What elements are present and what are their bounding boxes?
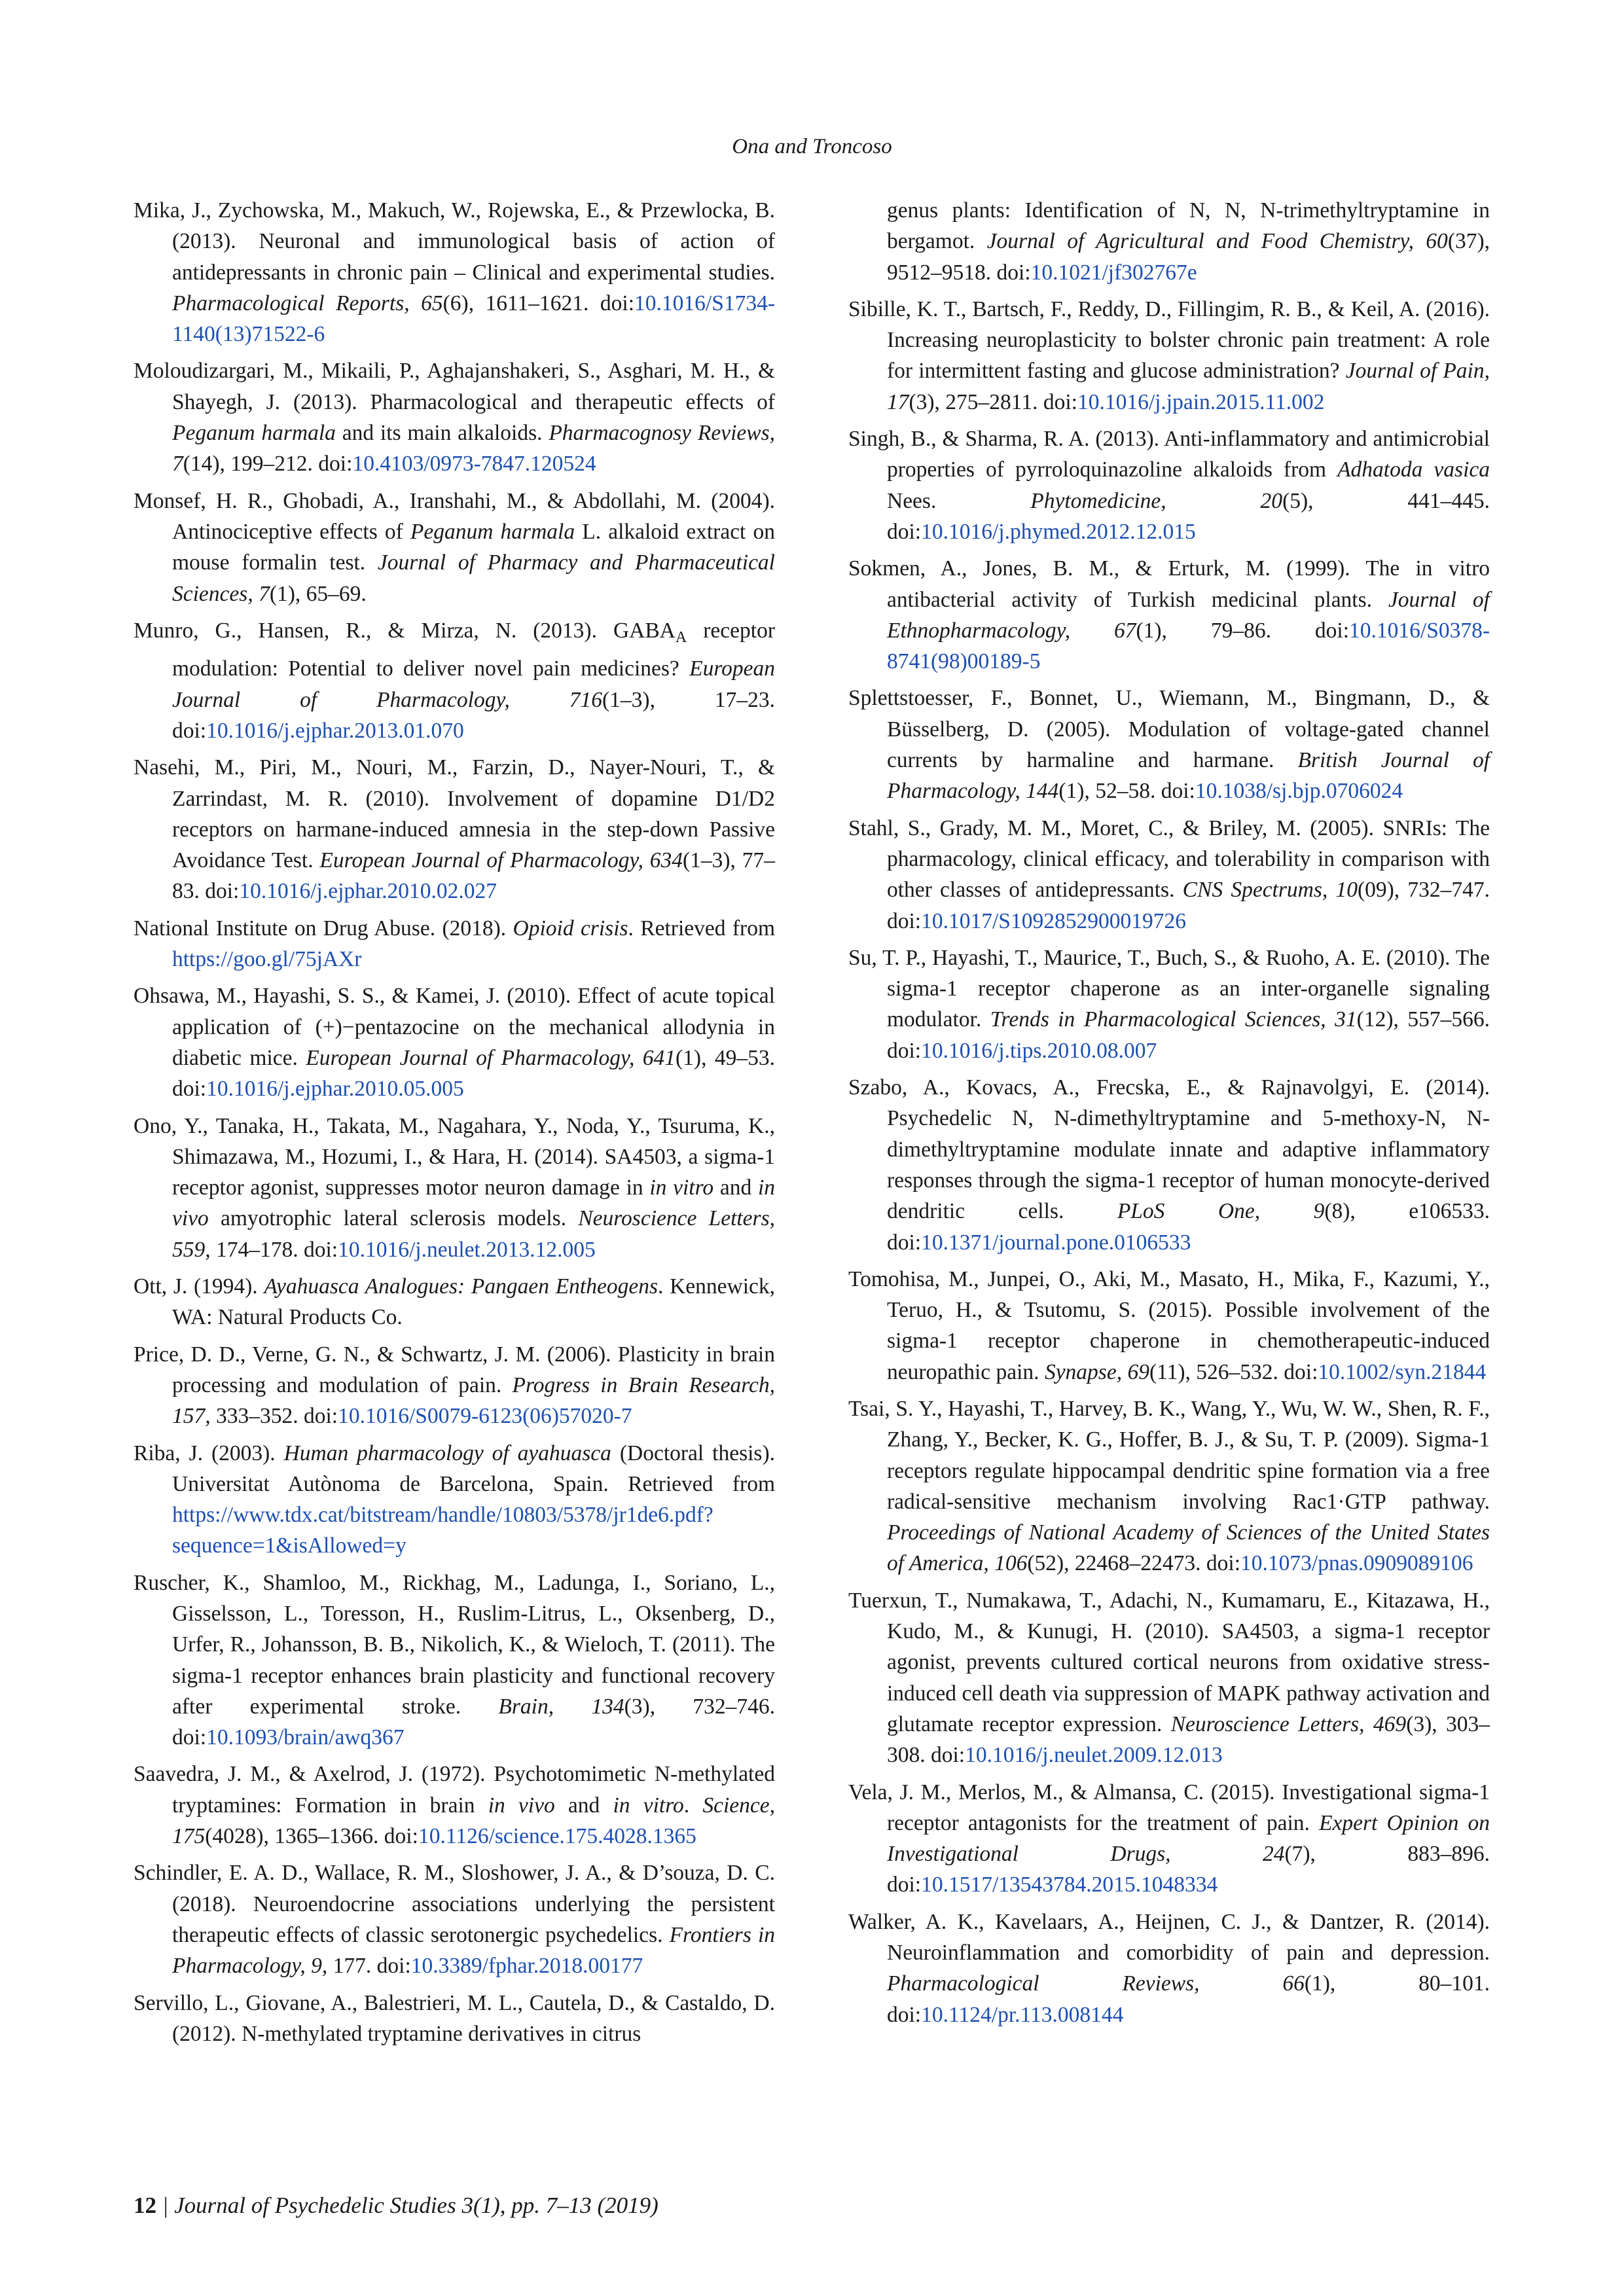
reference-text: . Kennewick, WA: Natural Products Co. <box>172 1274 776 1330</box>
doi-link[interactable]: 10.1021/jf302767e <box>1030 260 1197 285</box>
doi-link[interactable]: 10.1517/13543784.2015.1048334 <box>921 1873 1218 1897</box>
reference-text: Mika, J., Zychowska, M., Makuch, W., Rojewska, E., & Przewlocka, B. (2013). Neuronal and immunological basis of action of antidepressants in chronic pain – Clinical and experimental studies. <box>134 198 775 285</box>
reference-italic: European Journal of Pharmacology, 634 <box>319 848 683 873</box>
reference-italic: Neuroscience Letters, 469 <box>1170 1712 1407 1736</box>
reference-entry <box>848 1264 1490 1388</box>
reference-text: receptor modulation: Potential to deliver novel pain medicines? <box>172 618 775 681</box>
doi-link[interactable]: 10.1016/j.ejphar.2010.02.027 <box>239 879 497 904</box>
reference-text: Tsai, S. Y., Hayashi, T., Harvey, B. K., Wang, Y., Wu, W. W., Shen, R. F., Zhang, Y., Becker, K. G., Hoffer, B. J., & Su, T. P. (2009). Sigma-1 receptors regulate hippocampal dendritic spine formation via a free radical-sensitive mechanism involving Rac1·GTP pathway. <box>848 1396 1490 1514</box>
page-number: 12 <box>134 2193 156 2218</box>
reference-italic: Ayahuasca Analogues: Pangaen Entheogens <box>264 1274 658 1299</box>
reference-text: Tomohisa, M., Junpei, O., Aki, M., Masato, H., Mika, F., Kazumi, Y., Teruo, H., & Tsutomu, S. (2015). Possible involvement of the sigma-1 receptor chaperone in chemotherapeutic-induced neuropathic pain. <box>848 1266 1490 1384</box>
reference-text: (09), 732–747. doi: <box>887 878 1490 933</box>
doi-link[interactable]: 10.1016/j.neulet.2013.12.005 <box>338 1237 596 1262</box>
reference-text: genus plants: Identification of N, N, N-trimethyltryptamine in bergamot. <box>887 198 1490 254</box>
doi-link[interactable]: 10.1016/j.jpain.2015.11.002 <box>1077 389 1325 414</box>
reference-text: Ott, J. (1994). <box>134 1274 264 1299</box>
reference-italic: Phytomedicine, 20 <box>1030 488 1283 513</box>
reference-text: (3), 732–746. doi: <box>172 1694 776 1750</box>
reference-italic: Progress in Brain Research, 157, <box>172 1372 775 1429</box>
reference-text: Nasehi, M., Piri, M., Nouri, M., Farzin, D., Nayer-Nouri, T., & Zarrindast, M. R. (2010). Involvement of dopamine D1/D2 receptors on harmane-induced amnesia in the step-down Passive Avoidance Test. <box>134 755 775 873</box>
doi-link[interactable]: 10.1017/S1092852900019726 <box>921 908 1186 933</box>
reference-italic: in vitro <box>649 1175 714 1200</box>
footer-separator: | <box>156 2193 175 2218</box>
reference-entry <box>848 195 1490 288</box>
reference-text: (3), 303–308. doi: <box>887 1712 1490 1768</box>
doi-link[interactable]: 10.1371/journal.pone.0106533 <box>921 1230 1191 1255</box>
reference-text: (1), 49–53. doi: <box>172 1045 775 1102</box>
reference-italic: Opioid crisis <box>513 916 628 941</box>
reference-entry <box>134 1271 775 1333</box>
reference-entry <box>134 1759 775 1852</box>
reference-text: . <box>683 1793 703 1818</box>
footer-citation: Journal of Psychedelic Studies 3(1), pp. 7–13 (2019) <box>174 2193 659 2218</box>
doi-link[interactable]: 10.1016/S1734-1140(13)71522-6 <box>172 291 775 347</box>
reference-entry <box>134 1568 775 1753</box>
reference-text: Splettstoesser, F., Bonnet, U., Wiemann, M., Bingmann, D., & Büsselberg, D. (2005). Modulation of voltage-gated channel currents by harmaline and harmane. <box>848 686 1490 773</box>
doi-link[interactable]: 10.4103/0973-7847.120524 <box>352 452 596 476</box>
doi-link[interactable]: 10.1038/sj.bjp.0706024 <box>1195 779 1403 804</box>
reference-italic: Pharmacological Reviews, 66 <box>887 1971 1305 1996</box>
reference-text: 174–178. doi: <box>210 1237 338 1262</box>
reference-text: Ruscher, K., Shamloo, M., Rickhag, M., Ladunga, I., Soriano, L., Gisselsson, L., Toresson, H., Ruslim-Litrus, L., Oksenberg, D., Urfer, R., Johansson, B. B., Nikolich, K., & Wieloch, T. (2011). The sigma-1 receptor enhances brain plasticity and functional recovery after experimental stroke. <box>134 1570 775 1719</box>
doi-link[interactable]: 10.1016/S0378-8741(98)00189-5 <box>887 618 1490 674</box>
reference-text: Walker, A. K., Kavelaars, A., Heijnen, C. J., & Dantzer, R. (2014). Neuroinflammation and comorbidity of pain and depression. <box>848 1909 1490 1965</box>
reference-text: and <box>713 1175 758 1200</box>
reference-text: (3), 275–2811. doi: <box>909 389 1077 414</box>
reference-entry <box>848 942 1490 1066</box>
reference-text: (5), 441–445. doi: <box>887 488 1490 544</box>
doi-link[interactable]: 10.1016/j.ejphar.2013.01.070 <box>206 718 464 743</box>
reference-italic: CNS Spectrums, 10 <box>1182 878 1358 903</box>
reference-italic: Frontiers in Pharmacology, 9, <box>172 1922 775 1979</box>
running-head: Ona and Troncoso <box>732 135 892 158</box>
reference-italic: Pharmacognosy Reviews, 7 <box>172 421 776 476</box>
reference-entry <box>848 294 1490 418</box>
reference-column-right <box>848 195 1490 2036</box>
doi-link[interactable]: 10.1016/S0079-6123(06)57020-7 <box>338 1404 632 1429</box>
reference-text: Saavedra, J. M., & Axelrod, J. (1972). Psychotomimetic N-methylated tryptamines: Formation in brain <box>134 1762 775 1818</box>
reference-italic: Journal of Pharmacy and Pharmaceutical Sciences, 7 <box>172 550 775 606</box>
reference-text: 177. doi: <box>327 1954 411 1979</box>
reference-text: Ono, Y., Tanaka, H., Takata, M., Nagahara, Y., Noda, Y., Tsuruma, K., Shimazawa, M., Hozumi, I., & Hara, H. (2014). SA4503, a sigma-1 receptor agonist, suppresses motor neuron damage in <box>134 1113 775 1200</box>
reference-text: Moloudizargari, M., Mikaili, P., Aghajanshakeri, S., Asghari, M. H., & Shayegh, J. (2013). Pharmacological and therapeutic effects of <box>134 359 775 414</box>
reference-entry <box>848 1907 1490 2030</box>
reference-italic: Trends in Pharmacological Sciences, 31 <box>990 1007 1357 1032</box>
reference-text: National Institute on Drug Abuse. (2018). <box>134 916 513 941</box>
reference-text: Su, T. P., Hayashi, T., Maurice, T., Buch, S., & Ruoho, A. E. (2010). The sigma-1 receptor chaperone as an inter-organelle signaling modulator. <box>848 945 1490 1032</box>
reference-entry <box>134 1111 775 1265</box>
reference-entry <box>848 1585 1490 1771</box>
reference-text: (14), 199–212. doi: <box>183 452 353 476</box>
reference-italic: Synapse, 69 <box>1044 1359 1149 1384</box>
reference-italic: Expert Opinion on Investigational Drugs, 24 <box>887 1810 1490 1867</box>
reference-entry <box>134 752 775 906</box>
doi-link[interactable]: 10.1126/science.175.4028.1365 <box>418 1824 696 1849</box>
reference-text: (6), 1611–1621. doi: <box>442 291 635 315</box>
doi-link[interactable]: 10.1093/brain/awq367 <box>206 1725 405 1750</box>
reference-entry <box>848 1393 1490 1579</box>
reference-italic: in vivo <box>488 1793 555 1818</box>
reference-italic: European Journal of Pharmacology, 641 <box>306 1045 676 1070</box>
reference-column-left <box>134 195 775 2055</box>
reference-italic: Adhatoda vasica <box>1337 457 1490 482</box>
reference-italic: Proceedings of National Academy of Sciences of the United States of America, 106 <box>887 1520 1490 1576</box>
reference-italic: Journal of Ethnopharmacology, 67 <box>887 587 1490 643</box>
page-footer <box>134 2193 659 2219</box>
reference-entry <box>134 1857 775 1981</box>
reference-text: (12), 557–566. doi: <box>887 1007 1490 1063</box>
reference-text: (7), 883–896. doi: <box>887 1842 1490 1897</box>
reference-italic: Science, 175 <box>172 1793 775 1849</box>
reference-text: (1), 52–58. doi: <box>1058 779 1195 804</box>
reference-italic: PLoS One, 9 <box>1117 1199 1325 1224</box>
reference-text: and <box>554 1793 613 1818</box>
reference-text: . Retrieved from <box>628 916 775 941</box>
reference-entry <box>134 1988 775 2050</box>
reference-text: (4028), 1365–1366. doi: <box>205 1824 418 1849</box>
reference-text: Munro, G., Hansen, R., & Mirza, N. (2013). GABA <box>134 618 676 643</box>
reference-text: (52), 22468–22473. doi: <box>1027 1551 1241 1576</box>
reference-text: Sibille, K. T., Bartsch, F., Reddy, D., Fillingim, R. B., & Keil, A. (2016). Increasing neuroplasticity to bolster chronic pain treatment: A role for intermittent fasting and glucose administration? <box>848 296 1490 384</box>
reference-text: Szabo, A., Kovacs, A., Frecska, E., & Rajnavolgyi, E. (2014). Psychedelic N, N-dimethyltryptamine and 5-methoxy-N, N-dimethyltryptamine modulate innate and adaptive inflammatory responses through the sigma-1 receptor of human monocyte-derived dendritic cells. <box>848 1075 1490 1224</box>
reference-entry <box>848 553 1490 677</box>
reference-entry <box>134 980 775 1104</box>
doi-link[interactable]: 10.1002/syn.21844 <box>1318 1359 1487 1384</box>
doi-link[interactable]: 10.1016/j.neulet.2009.12.013 <box>965 1743 1223 1768</box>
reference-text: Sokmen, A., Jones, B. M., & Erturk, M. (1999). The in vitro antibacterial activity of Turkish medicinal plants. <box>848 556 1490 612</box>
reference-text: Singh, B., & Sharma, R. A. (2013). Anti-inflammatory and antimicrobial properties of pyrroloquinazoline alkaloids from <box>848 427 1490 482</box>
reference-entry <box>848 1072 1490 1258</box>
reference-entry <box>134 486 775 609</box>
reference-text: Ohsawa, M., Hayashi, S. S., & Kamei, J. (2010). Effect of acute topical application of (+)−pentazocine on the mechanical allodynia in diabetic mice. <box>134 984 775 1070</box>
reference-italic: in vitro <box>613 1793 684 1818</box>
reference-entry <box>848 813 1490 937</box>
reference-entry <box>134 355 775 479</box>
reference-entry <box>134 615 775 746</box>
reference-italic: Pharmacological Reports, 65 <box>172 291 443 315</box>
reference-italic: Brain, 134 <box>498 1694 624 1719</box>
reference-text: Price, D. D., Verne, G. N., & Schwartz, J. M. (2006). Plasticity in brain processing and modulation of pain. <box>134 1342 775 1397</box>
reference-italic: Peganum harmala <box>410 519 575 544</box>
reference-italic: Human pharmacology of ayahuasca <box>283 1441 611 1465</box>
reference-text: 333–352. doi: <box>210 1404 338 1429</box>
reference-italic: European Journal of Pharmacology, 716 <box>172 656 775 712</box>
reference-entry <box>134 1339 775 1432</box>
reference-text: (Doctoral thesis). Universitat Autònoma de Barcelona, Spain. Retrieved from <box>172 1441 775 1496</box>
doi-link[interactable]: https://www.tdx.cat/bitstream/handle/10803/5378/jr1de6.pdf?sequence=1&isAllowed=y <box>172 1503 713 1558</box>
reference-text: amyotrophic lateral sclerosis models. <box>208 1206 579 1231</box>
reference-italic: Journal of Agricultural and Food Chemistry, 60 <box>986 229 1448 254</box>
reference-entry <box>848 683 1490 806</box>
doi-link[interactable]: 10.3389/fphar.2018.00177 <box>410 1954 643 1979</box>
doi-link[interactable]: 10.1016/j.phymed.2012.12.015 <box>921 519 1196 544</box>
reference-italic: Neuroscience Letters, 559, <box>172 1206 776 1262</box>
reference-text: Riba, J. (2003). <box>134 1441 284 1465</box>
reference-text: Stahl, S., Grady, M. M., Moret, C., & Briley, M. (2005). SNRIs: The pharmacology, clinical efficacy, and tolerability in comparison with other classes of antidepressants. <box>848 816 1490 903</box>
doi-link[interactable]: 10.1016/j.ejphar.2010.05.005 <box>206 1077 464 1102</box>
reference-text: (11), 526–532. doi: <box>1149 1359 1318 1384</box>
reference-entry <box>134 195 775 350</box>
reference-text: (1–3), 17–23. doi: <box>172 687 775 743</box>
reference-entry <box>134 1438 775 1562</box>
reference-text: Schindler, E. A. D., Wallace, R. M., Sloshower, J. A., & D’souza, D. C. (2018). Neuroendocrine associations underlying the persistent therapeutic effects of classic serotonergic psychedelics. <box>134 1861 775 1947</box>
reference-entry <box>848 423 1490 547</box>
reference-italic: Journal of Pain, 17 <box>887 359 1490 414</box>
reference-text: and its main alkaloids. <box>335 421 549 446</box>
reference-text: Servillo, L., Giovane, A., Balestrieri, M. L., Cautela, D., & Castaldo, D. (2012). N-methylated tryptamine derivatives in citrus <box>134 1990 775 2046</box>
reference-entry <box>848 1777 1490 1901</box>
reference-text: (8), e106533. doi: <box>887 1199 1490 1255</box>
reference-text: (1), 65–69. <box>269 581 367 606</box>
reference-text: (1), 80–101. doi: <box>887 1971 1490 2027</box>
reference-text: L. alkaloid extract on mouse formalin test. <box>172 519 775 575</box>
doi-link[interactable]: https://goo.gl/75jAXr <box>172 947 362 972</box>
reference-entry <box>134 913 775 975</box>
reference-text: (1), 79–86. doi: <box>1136 618 1350 643</box>
subscript: A <box>675 629 687 647</box>
reference-text: (1–3), 77–83. doi: <box>172 848 775 904</box>
reference-italic: in vivo <box>172 1175 775 1231</box>
reference-text: Monsef, H. R., Ghobadi, A., Iranshahi, M., & Abdollahi, M. (2004). Antinociceptive effects of <box>134 488 775 544</box>
doi-link[interactable]: 10.1073/pnas.0909089106 <box>1240 1551 1473 1576</box>
reference-text: Tuerxun, T., Numakawa, T., Adachi, N., Kumamaru, E., Kitazawa, H., Kudo, M., & Kunugi, H. (2010). SA4503, a sigma-1 receptor agonist, prevents cultured cortical neurons from oxidative stress-induced cell death via suppression of MAPK pathway activation and glutamate receptor expression. <box>848 1588 1490 1736</box>
reference-text: Nees. <box>887 488 1031 513</box>
doi-link[interactable]: 10.1124/pr.113.008144 <box>921 2002 1124 2027</box>
reference-text: Vela, J. M., Merlos, M., & Almansa, C. (2015). Investigational sigma-1 receptor antagonists for the treatment of pain. <box>848 1780 1490 1835</box>
doi-link[interactable]: 10.1016/j.tips.2010.08.007 <box>921 1038 1157 1063</box>
reference-italic: Peganum harmala <box>172 421 336 446</box>
reference-text: (37), 9512–9518. doi: <box>887 229 1490 285</box>
reference-italic: British Journal of Pharmacology, 144 <box>887 748 1490 804</box>
